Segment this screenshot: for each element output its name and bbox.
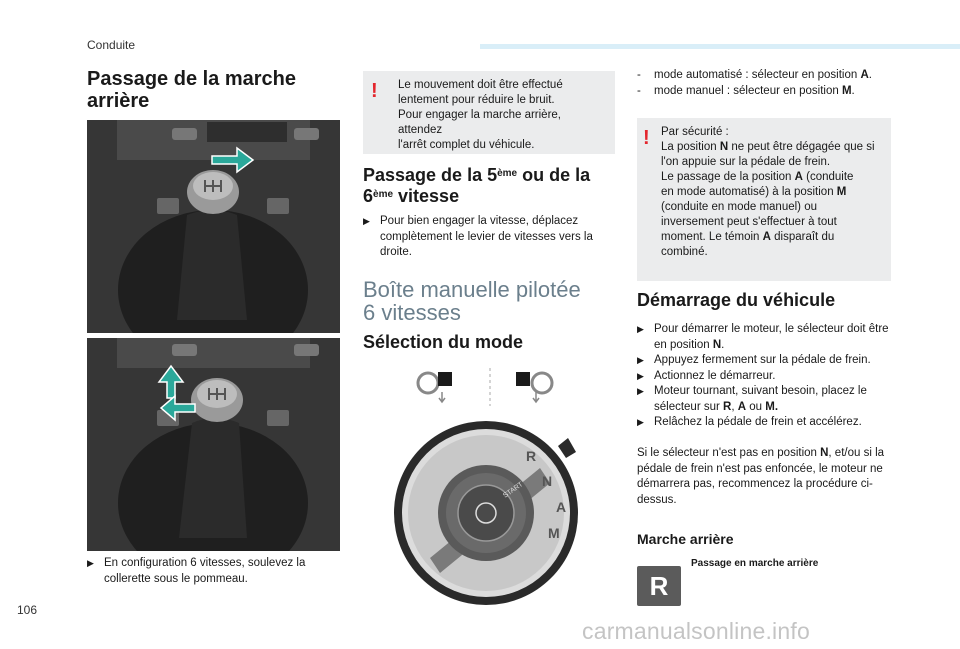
- warning-box-noise: ! Le mouvement doit être effectué lentement pour réduire le bruit. Pour engager la marche arrière, attendez l'arrêt complet du véhicule.: [363, 71, 615, 154]
- start-steps-list: [637, 322, 892, 431]
- steering-wheel-icon-manual: [516, 372, 552, 402]
- start-note-paragraph: Si le sélecteur n'est pas en position N, et/ou si la pédale de frein n'est pas enfoncée, le moteur ne démarrera pas, recommencez la procédure ci-dessus.: [637, 447, 885, 506]
- warning-box-safety: ! Par sécurité : La position N ne peut être dégagée que si l'on appuie sur la pédale de frein. Le passage de la position A (conduite en mode automatisé) à la position M (conduite en mode manuel) ou inversement peut s'effectuer à tout moment. Le témoin A disparaît du combiné.: [637, 118, 891, 281]
- warning-icon: !: [371, 80, 378, 102]
- list-item: ▶ Relâchez la pédale de frein et accélérez.: [637, 415, 892, 431]
- selector-letter-r: R: [526, 448, 537, 464]
- warning-icon: !: [643, 127, 650, 149]
- gear-lever-photo-bottom: [87, 338, 340, 551]
- bullet-arrow-icon: ▶: [637, 370, 644, 381]
- reverse-r-icon: R: [637, 566, 681, 606]
- collar-bullet: ▶ En configuration 6 vitesses, soulevez la collerette sous le pommeau.: [87, 557, 306, 585]
- mode-selector-illustration: [390, 368, 590, 608]
- bullet-arrow-icon: ▶: [637, 324, 644, 334]
- reverse-heading: Marche arrière: [637, 531, 734, 547]
- start-label: START: [502, 481, 525, 500]
- bullet-arrow-icon: ▶: [363, 216, 370, 226]
- fifth-sixth-gear-heading: Passage de la 5ème ou de la 6ème vitesse: [363, 165, 591, 206]
- piloted-gearbox-heading: Boîte manuelle pilotée 6 vitesses: [363, 277, 581, 325]
- reverse-gear-heading: Passage de la marche arrière: [87, 68, 297, 112]
- shift-right-bullet: ▶ Pour bien engager la vitesse, déplacez complètement le levier de vitesses vers la droite.: [363, 215, 593, 258]
- mode-list: - mode automatisé : sélecteur en position A. - mode manuel : sélecteur en position M.: [637, 69, 872, 97]
- bullet-arrow-icon: ▶: [87, 558, 94, 568]
- reverse-caption: Passage en marche arrière: [691, 558, 819, 569]
- selector-letter-n: N: [542, 473, 553, 489]
- bullet-arrow-icon: ▶: [637, 355, 644, 365]
- selector-letter-m: M: [548, 525, 560, 541]
- watermark: carmanualsonline.info: [582, 618, 810, 644]
- page-number: 106: [17, 603, 38, 617]
- list-item: ▶ Pour démarrer le moteur, le sélecteur doit être en position N.: [637, 323, 889, 351]
- section-label: Conduite: [87, 38, 136, 52]
- gear-lever-photo-top: [87, 120, 340, 333]
- vehicle-start-heading: Démarrage du véhicule: [637, 290, 836, 310]
- list-item: ▶ Appuyez fermement sur la pédale de frein.: [637, 353, 892, 369]
- bullet-arrow-icon: ▶: [637, 386, 644, 396]
- list-item: ▶ Moteur tournant, suivant besoin, placez le sélecteur sur R, A ou M.: [637, 385, 867, 413]
- selector-letter-a: A: [556, 499, 567, 515]
- header-bar: [480, 44, 960, 49]
- bullet-arrow-icon: ▶: [637, 417, 644, 427]
- list-item: ▶ Actionnez le démarreur.: [637, 369, 892, 385]
- steering-wheel-icon-auto: [418, 372, 452, 402]
- mode-selection-heading: Sélection du mode: [363, 332, 524, 352]
